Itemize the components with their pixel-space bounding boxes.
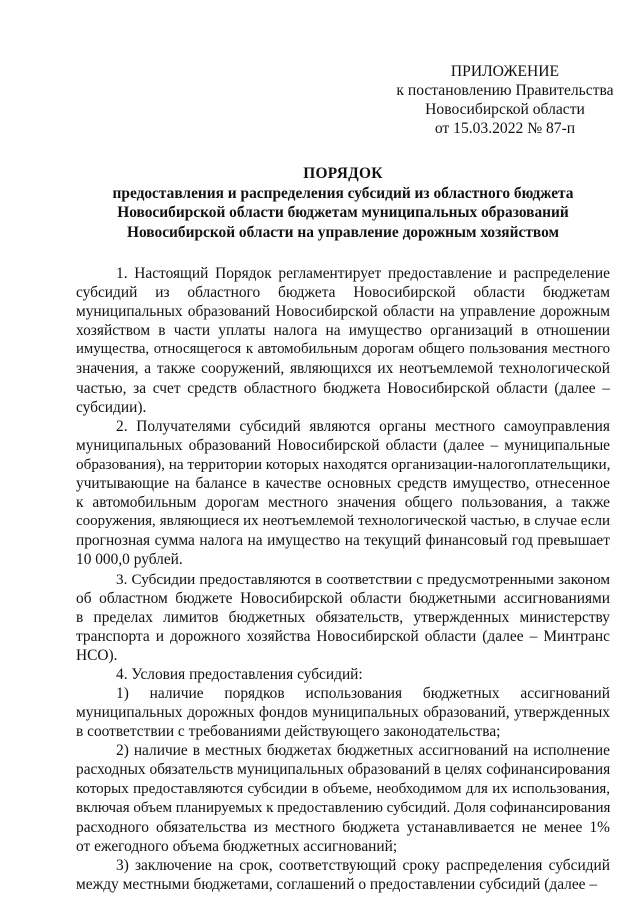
paragraph-line: НСО).	[76, 646, 118, 664]
appendix-block	[380, 62, 630, 138]
paragraph-line: которых предоставляются субсидии в объеме, необходимом для их использования,	[76, 780, 610, 797]
paragraph-line: расходного обязательства из местного бюджета устанавливается не менее 1%	[76, 818, 610, 836]
paragraph	[76, 570, 610, 665]
paragraph-line: 1. Настоящий Порядок регламентирует предоставление и распределение	[116, 265, 610, 282]
paragraph-line: включая объем планируемых к предоставлению субсидий. Доля софинансирования	[76, 799, 611, 816]
appendix-title: ПРИЛОЖЕНИЕ	[450, 63, 560, 80]
paragraph	[76, 741, 610, 856]
document-heading	[76, 164, 610, 242]
paragraph-line: к автомобильным дорогам местного значения общего пользования, а также	[76, 494, 610, 512]
paragraph-line: муниципальных образований Новосибирской области (далее – муниципальные	[76, 436, 610, 454]
paragraph-line: 10 000,0 рублей.	[76, 551, 183, 569]
paragraph-line: прогнозная сумма налога на имущество на текущий финансовый год превышает	[76, 532, 610, 550]
paragraph	[76, 684, 610, 741]
paragraph-line: 4. Условия предоставления субсидий:	[116, 665, 363, 683]
paragraph-line: 2. Получателями субсидий являются органы местного самоуправления	[116, 417, 610, 435]
paragraph-line: муниципальных образований Новосибирской области на управление дорожным	[76, 303, 610, 321]
paragraph	[76, 856, 610, 894]
paragraph-line: расходных обязательств муниципальных образований в целях софинансирования	[76, 761, 611, 779]
appendix-decree-line: к постановлению Правительства	[396, 82, 614, 99]
paragraph	[76, 417, 610, 570]
paragraph-line: хозяйством в части уплаты налога на имущество организаций в отношении	[76, 322, 610, 340]
paragraph-line: об областном бюджете Новосибирской области бюджетными ассигнованиями	[76, 589, 610, 607]
document-subtitle-line: Новосибирской области бюджетам муниципальных образований	[117, 204, 569, 221]
paragraph-line: образования), на территории которых находятся организации-налогоплательщики,	[76, 455, 611, 473]
paragraph-line: 3) заключение на срок, соответствующий сроку распределения субсидий	[116, 856, 610, 874]
paragraph-line: субсидии).	[76, 398, 147, 416]
document-body	[76, 264, 610, 894]
paragraph-line: в соответствии с требованиями действующего законодательства;	[76, 723, 501, 741]
paragraph	[76, 264, 610, 417]
paragraph-line: учитывающие на балансе в качестве основных средств имущество, отнесенное	[76, 475, 610, 493]
document-title: ПОРЯДОК	[303, 165, 383, 182]
paragraph-line: сооружения, являющиеся их неотъемлемой технологической частью, в случае если	[76, 513, 610, 530]
paragraph-line: между местными бюджетами, соглашений о предоставлении субсидий (далее –	[76, 876, 598, 893]
paragraph-line: значения, а также сооружений, являющихся их неотъемлемой технологической	[76, 360, 610, 378]
paragraph	[76, 665, 610, 684]
paragraph-line: муниципальных дорожных фондов муниципальных образований, утвержденных	[76, 704, 610, 722]
paragraph-line: имущества, относящегося к автомобильным дорогам общего пользования местного	[76, 341, 610, 358]
paragraph-line: субсидий из областного бюджета Новосибирской области бюджетам	[76, 284, 610, 302]
appendix-region-line: Новосибирской области	[425, 101, 585, 118]
paragraph-line: от ежегодного объема бюджетных ассигнований;	[76, 837, 398, 855]
paragraph-line: в пределах лимитов бюджетных обязательств, утвержденных министерству	[76, 608, 610, 626]
document-subtitle-line: предоставления и распределения субсидий из областного бюджета	[112, 184, 574, 202]
document-subtitle-line: Новосибирской области на управление дорожным хозяйством	[127, 223, 559, 241]
paragraph-line: 2) наличие в местных бюджетах бюджетных ассигнований на исполнение	[116, 742, 610, 760]
paragraph-line: 1) наличие порядков использования бюджетных ассигнований	[116, 685, 610, 703]
paragraph-line: 3. Субсидии предоставляются в соответствии с предусмотренными законом	[116, 570, 610, 588]
appendix-date-number: от 15.03.2022 № 87-п	[434, 120, 576, 137]
paragraph-line: частью, за счет средств областного бюджета Новосибирской области (далее –	[76, 379, 610, 397]
paragraph-line: транспорта и дорожного хозяйства Новосибирской области (далее – Минтранс	[76, 627, 610, 645]
